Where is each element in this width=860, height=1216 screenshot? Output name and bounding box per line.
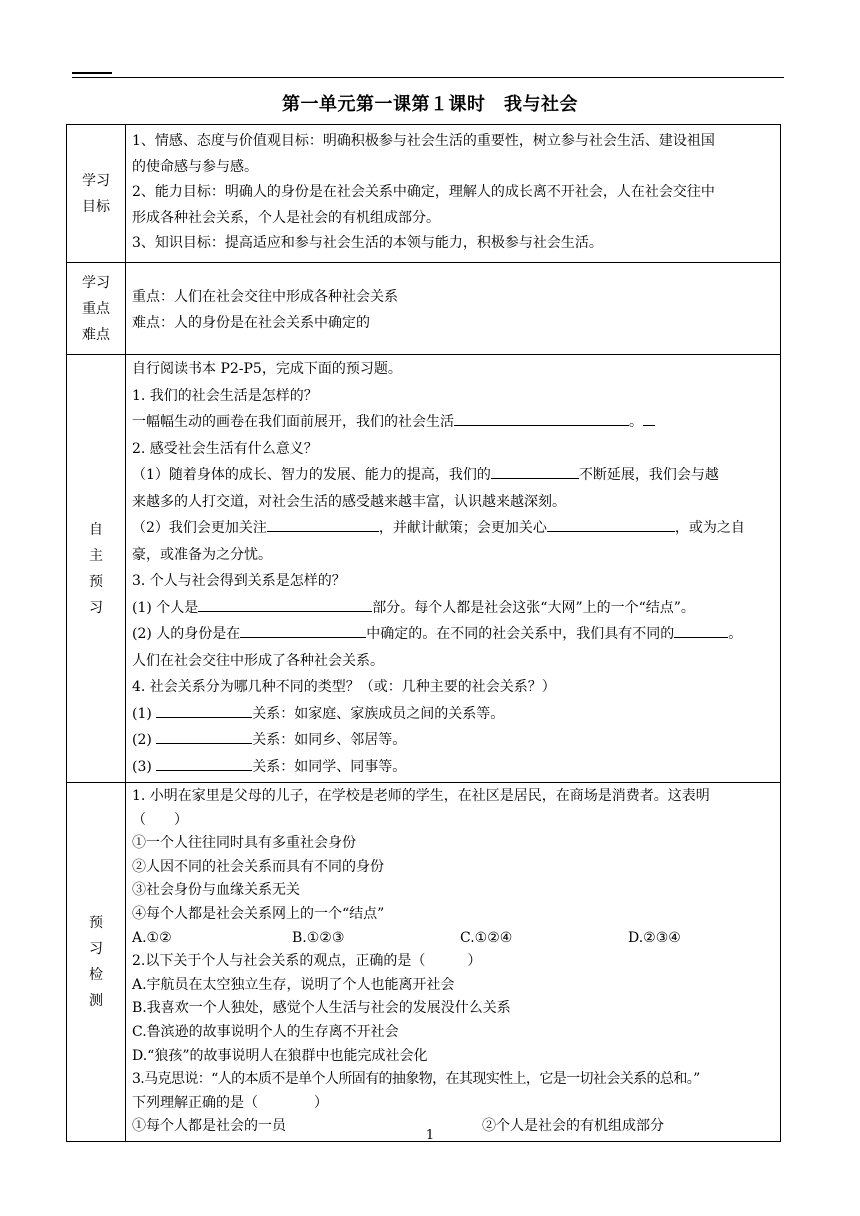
text-part: 。 bbox=[728, 626, 743, 642]
lesson-table bbox=[66, 124, 781, 1142]
option-c[interactable]: C.①②④ bbox=[460, 929, 513, 946]
option-a[interactable]: A.①② bbox=[132, 929, 172, 946]
test-q1-stmt3: ③社会身份与血缘关系无关 bbox=[132, 882, 300, 899]
test-q1-options bbox=[132, 927, 774, 951]
text-part: （1）随着身体的成长、智力的发展、能力的提高，我们的 bbox=[132, 467, 491, 483]
test-q1-line1: 1. 小明在家里是父母的儿子，在学校是老师的学生，在社区是居民，在商场是消费者。这表明 bbox=[132, 788, 710, 804]
keypoints-label-2: 重点 bbox=[82, 300, 110, 317]
preview-content bbox=[126, 355, 781, 783]
preview-label-3: 预 bbox=[89, 573, 103, 590]
keypoints-label-3: 难点 bbox=[82, 326, 110, 343]
answer-blank[interactable] bbox=[454, 409, 629, 426]
preview-label bbox=[67, 355, 126, 783]
test-q2-line1: 2.以下关于个人与社会关系的观点，正确的是（ ） bbox=[132, 953, 482, 970]
answer-blank[interactable] bbox=[491, 462, 579, 479]
test-q3-stmt1: ①每个人都是社会的一员 bbox=[132, 1118, 286, 1135]
preview-q2-2-cont: 豪，或准备为之分忧。 bbox=[132, 546, 272, 563]
keypoints-content bbox=[126, 263, 781, 355]
test-label-4: 测 bbox=[89, 992, 103, 1009]
goals-line-2: 的使命感与参与感。 bbox=[132, 158, 258, 175]
test-content bbox=[126, 783, 781, 1142]
preview-q2-1 bbox=[132, 462, 774, 489]
preview-intro: 自行阅读书本 P2-P5，完成下面的预习题。 bbox=[132, 361, 402, 377]
keypoints-label bbox=[67, 263, 126, 355]
preview-q3: 3. 个人与社会得到关系是怎样的？ bbox=[132, 573, 346, 589]
preview-row bbox=[67, 355, 781, 783]
goals-label bbox=[67, 125, 126, 263]
goals-line-3: 2、能力目标：明确人的身份是在社会关系中确定，理解人的成长离不开社会，人在社会交往中 bbox=[132, 184, 715, 200]
answer-blank[interactable] bbox=[267, 515, 379, 532]
preview-q4: 4. 社会关系分为哪几种不同的类型？（或：几种主要的社会关系？） bbox=[132, 679, 556, 695]
page-number: 1 bbox=[425, 1128, 435, 1143]
keypoints-row bbox=[67, 263, 781, 355]
preview-q4-2 bbox=[132, 727, 774, 754]
answer-blank[interactable] bbox=[240, 621, 366, 638]
goals-label-1: 学习 bbox=[82, 172, 110, 189]
text-part: 部分。每个人都是社会这张“大网”上的一个“结点”。 bbox=[372, 599, 695, 616]
goals-content bbox=[126, 125, 781, 263]
text-part: 中确定的。在不同的社会关系中，我们具有不同的 bbox=[366, 626, 675, 642]
text-part: （2）我们会更加关注 bbox=[132, 520, 267, 536]
test-q2-option-b[interactable]: B.我喜欢一个人独处，感觉个人生活与社会的发展没什么关系 bbox=[132, 1000, 511, 1017]
test-label-3: 检 bbox=[89, 966, 103, 983]
goals-label-2: 目标 bbox=[82, 198, 110, 215]
text-part: (2) bbox=[132, 732, 157, 748]
preview-q2-2 bbox=[132, 515, 774, 542]
preview-label-4: 习 bbox=[89, 599, 103, 616]
test-q1-stmt1: ①一个人往往同时具有多重社会身份 bbox=[132, 835, 356, 852]
test-q1-line2: （ ） bbox=[132, 811, 188, 828]
test-label bbox=[67, 783, 126, 1142]
text-part: 关系：如家庭、家族成员之间的关系等。 bbox=[252, 705, 505, 722]
preview-label-2: 主 bbox=[89, 547, 103, 564]
answer-blank[interactable] bbox=[547, 515, 675, 532]
text-part: ，或为之自 bbox=[674, 520, 745, 536]
text-part: ，并献计献策；会更加关心 bbox=[378, 520, 547, 536]
goals-line-4: 形成各种社会关系，个人是社会的有机组成部分。 bbox=[132, 209, 440, 226]
answer-blank[interactable] bbox=[156, 727, 252, 744]
difficulty-line: 难点：人的身份是在社会关系中确定的 bbox=[132, 314, 370, 331]
test-q2-option-a[interactable]: A.宇航员在太空独立生存，说明了个人也能离开社会 bbox=[132, 976, 455, 993]
answer-blank[interactable] bbox=[156, 754, 252, 771]
preview-label-1: 自 bbox=[89, 521, 103, 538]
answer-blank-tail bbox=[643, 409, 655, 426]
preview-q2-1-cont: 来越多的人打交道，对社会生活的感受越来越丰富，认识越来越深刻。 bbox=[132, 493, 566, 510]
test-label-2: 习 bbox=[89, 940, 103, 957]
option-d[interactable]: D.②③④ bbox=[628, 929, 681, 946]
goals-line-1: 1、情感、态度与价值观目标：明确积极参与社会生活的重要性，树立参与社会生活、建设祖国 bbox=[132, 133, 715, 149]
text-part: (2) 人的身份是在 bbox=[132, 626, 241, 642]
text-part: 关系：如同学、同事等。 bbox=[252, 758, 407, 775]
preview-q4-1 bbox=[132, 701, 774, 728]
preview-q4-3 bbox=[132, 754, 774, 781]
test-q1-stmt2: ②人因不同的社会关系而具有不同的身份 bbox=[132, 858, 384, 875]
test-q2-option-d[interactable]: D.“狼孩”的故事说明人在狼群中也能完成社会化 bbox=[132, 1047, 428, 1064]
answer-blank[interactable] bbox=[156, 701, 252, 718]
keypoints-label-1: 学习 bbox=[82, 274, 110, 291]
preview-q2: 2. 感受社会生活有什么意义？ bbox=[132, 440, 318, 457]
option-b[interactable]: B.①②③ bbox=[292, 929, 345, 946]
text-part: 关系：如同乡、邻居等。 bbox=[252, 732, 407, 748]
test-label-1: 预 bbox=[89, 914, 103, 931]
text-part: 。 bbox=[629, 414, 643, 430]
text-part: 一幅幅生动的画卷在我们面前展开，我们的社会生活 bbox=[132, 414, 454, 430]
header-rule-short bbox=[72, 72, 112, 74]
preview-q3-2-cont: 人们在社会交往中形成了各种社会关系。 bbox=[132, 652, 384, 669]
text-part: (1) bbox=[132, 705, 157, 722]
page-title: 第一单元第一课第１课时 我与社会 bbox=[282, 94, 578, 115]
preview-q1: 1. 我们的社会生活是怎样的？ bbox=[132, 387, 318, 404]
text-part: (1) 个人是 bbox=[132, 599, 199, 616]
test-row bbox=[67, 783, 781, 1142]
test-q1-stmt4: ④每个人都是社会关系网上的一个“结点” bbox=[132, 905, 385, 922]
text-part: 不断延展，我们会与越 bbox=[578, 467, 719, 483]
text-part: (3) bbox=[132, 758, 157, 775]
keypoint-line: 重点：人们在社会交往中形成各种社会关系 bbox=[132, 289, 398, 305]
answer-blank[interactable] bbox=[674, 621, 728, 638]
test-q2-option-c[interactable]: C.鲁滨逊的故事说明个人的生存离不开社会 bbox=[132, 1023, 399, 1040]
preview-q3-1 bbox=[132, 595, 774, 622]
preview-q1-answer bbox=[132, 409, 774, 436]
goals-line-5: 3、知识目标：提高适应和参与社会生活的本领与能力，积极参与社会生活。 bbox=[132, 235, 603, 251]
answer-blank[interactable] bbox=[198, 595, 372, 612]
test-q3-line2: 下列理解正确的是（ ） bbox=[132, 1094, 328, 1111]
header-rule bbox=[72, 77, 784, 78]
goals-row bbox=[67, 125, 781, 263]
preview-q3-2 bbox=[132, 621, 774, 648]
test-q3-stmt2: ②个人是社会的有机组成部分 bbox=[482, 1118, 664, 1135]
test-q3-line1: 3.马克思说：“人的本质不是单个人所固有的抽象物，在其现实性上，它是一切社会关系的总和。” bbox=[132, 1071, 700, 1088]
